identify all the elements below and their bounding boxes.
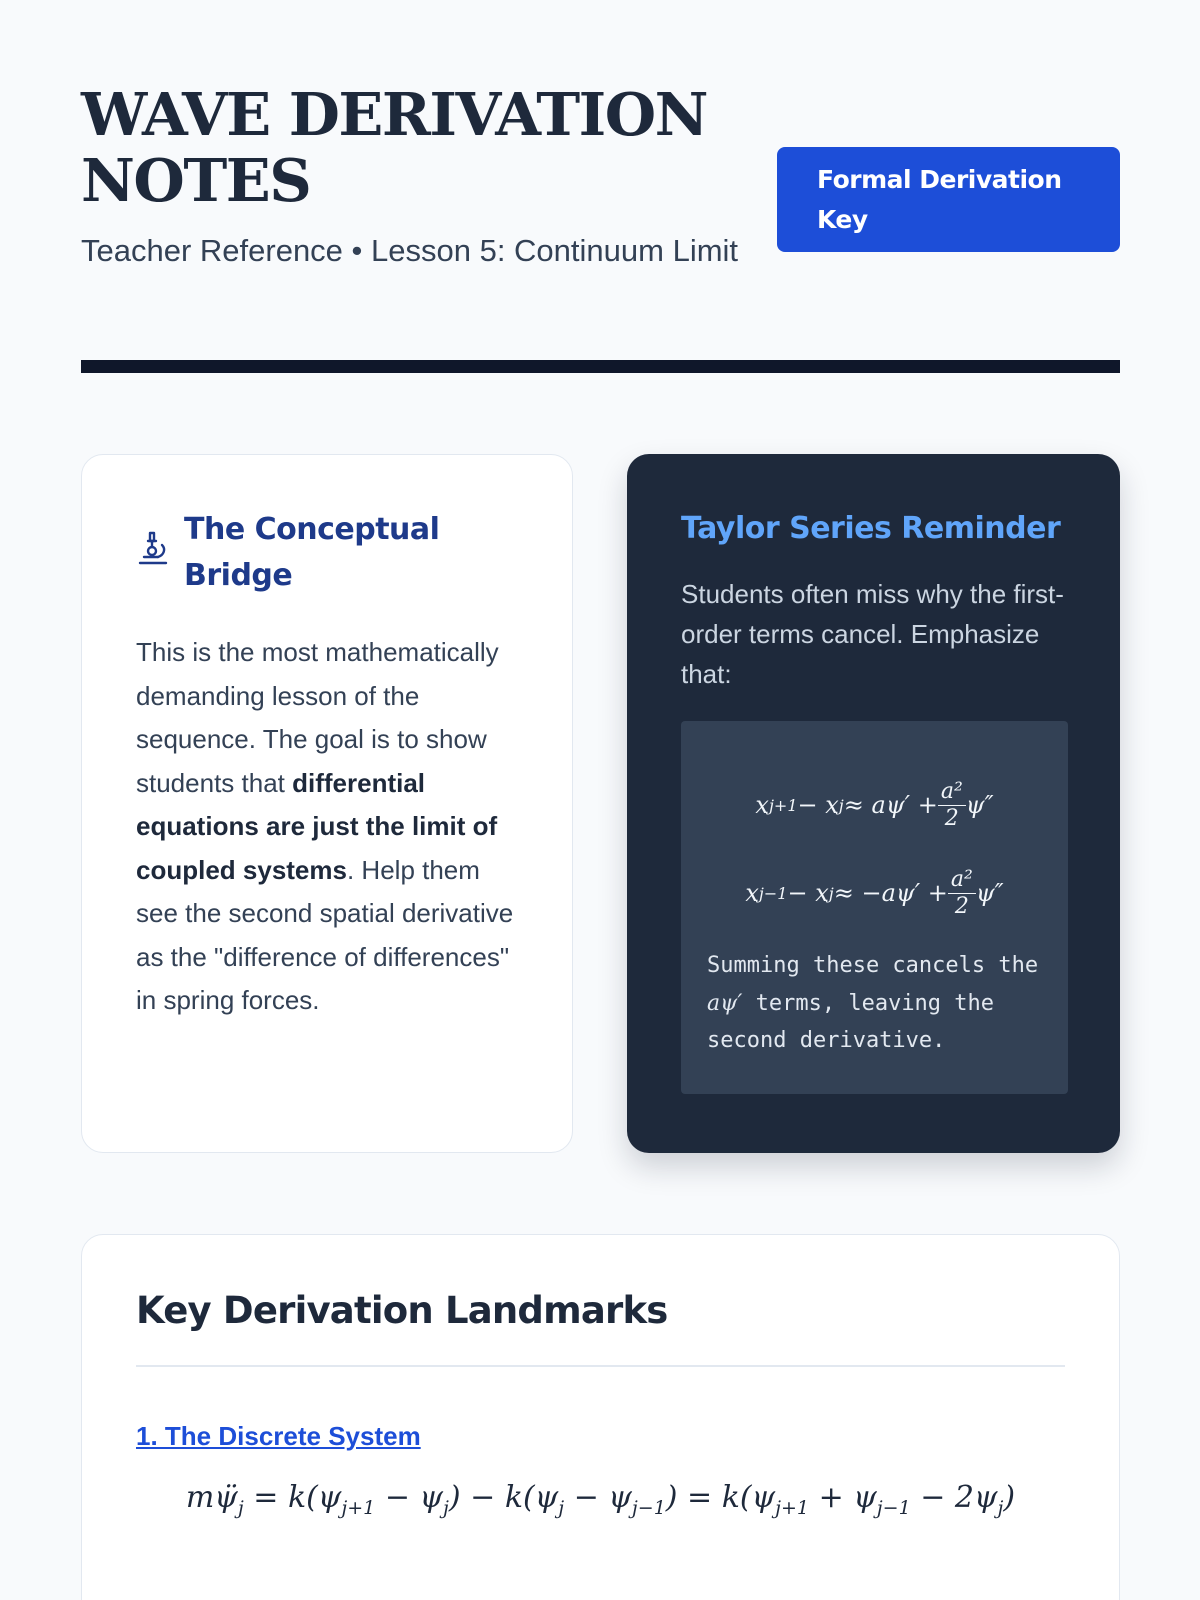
card-title-row: [136, 507, 518, 599]
note-math: aψ′: [707, 990, 743, 1016]
note-text-2: terms, leaving the second derivative.: [707, 990, 995, 1053]
eq2-rhs: ≈ −aψ′ +: [833, 879, 948, 907]
eq1-sub1: j+1: [768, 795, 798, 815]
conceptual-bridge-title: The Conceptual Bridge: [184, 512, 440, 593]
landmarks-divider: [136, 1365, 1065, 1367]
body-emphasis: differential equations are just the limit of coupled systems: [136, 767, 498, 885]
header: [81, 82, 1120, 274]
eq1-frac-den: 2: [944, 805, 959, 831]
discrete-system-equation: [136, 1480, 1065, 1519]
eq2-lhs: x: [745, 879, 759, 907]
derivation-landmarks-card: [81, 1234, 1120, 1600]
taylor-series-title: Taylor Series Reminder: [681, 511, 1061, 546]
taylor-series-card: [627, 454, 1120, 1153]
conceptual-bridge-body: [136, 631, 518, 1023]
eq2-tail: ψ″: [975, 879, 1004, 907]
body-text-2: . Help them see the second spatial derivative as the "difference of differences" in spring forces.: [136, 854, 514, 1015]
conceptual-bridge-card: [81, 454, 573, 1153]
note-text-1: Summing these cancels the: [707, 953, 1039, 978]
taylor-intro: Students often miss why the first-order terms cancel. Emphasize that:: [681, 579, 1064, 689]
eq2-mid: − x: [787, 879, 829, 907]
eq1-tail: ψ″: [965, 791, 994, 819]
landmarks-title: Key Derivation Landmarks: [136, 1289, 668, 1332]
taylor-equation-1: [681, 761, 1068, 849]
eq1-rhs: ≈ aψ′ +: [843, 791, 938, 819]
eq2-frac-den: 2: [954, 893, 969, 919]
eq2-sub1: j−1: [758, 883, 788, 903]
eq2-sub2: j: [828, 883, 834, 903]
taylor-math-box: [681, 721, 1068, 1094]
eq1-sub2: j: [838, 795, 844, 815]
eq1-fraction: [938, 779, 966, 832]
eq2-frac-num: a²: [948, 867, 976, 894]
formal-derivation-key-button[interactable]: Formal Derivation Key: [777, 147, 1120, 252]
eq1-mid: − x: [797, 791, 839, 819]
page-title: WAVE DERIVATION NOTES: [81, 80, 708, 215]
header-rule: [81, 360, 1120, 373]
eq1-frac-num: a²: [938, 779, 966, 806]
eq1-lhs: x: [755, 791, 769, 819]
discrete-equation-render: $m\psï_j = k(\psi_{j+1} - \psi_j) - k(\psi_j - \psi_{j-1}) = k(\psi_{j+1} + \psi_{j-1} - 2\psi_j)$: [185, 1480, 1016, 1519]
discrete-system-link[interactable]: 1. The Discrete System: [136, 1421, 421, 1451]
eq2-fraction: [948, 867, 976, 920]
taylor-equation-2: [681, 849, 1068, 937]
body-text-1: This is the most mathematically demanding lesson of the sequence. The goal is to show students that: [136, 637, 499, 798]
page-subtitle: Teacher Reference • Lesson 5: Continuum Limit: [81, 233, 739, 268]
taylor-note: [681, 947, 1068, 1060]
microscope-icon: [136, 529, 172, 569]
